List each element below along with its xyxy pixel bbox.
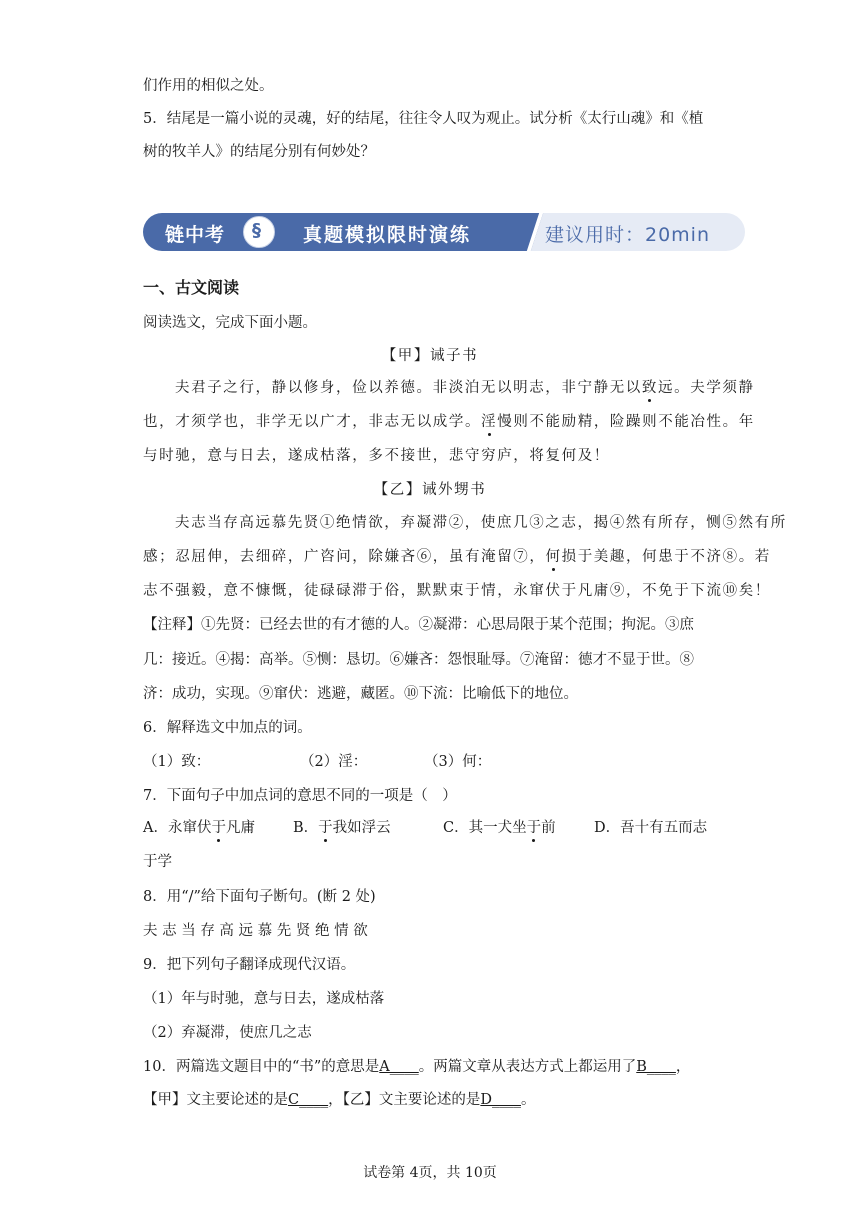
page-footer: 试卷第 4页，共 10页: [363, 1165, 497, 1181]
question-4-tail: 们作用的相似之处。: [143, 78, 274, 94]
question-10-line2: 【甲】文主要论述的是C____，【乙】文主要论述的是D____。: [143, 1092, 536, 1108]
section-banner: [143, 213, 745, 251]
question-8-stem: 8．用“/”给下面句子断句。(断 2 处): [143, 889, 376, 905]
passage-jia-line3: 与时驰，意与日去，遂成枯落，多不接世，悲守穷庐，将复何及！: [143, 448, 610, 464]
banner-left-label: 链中考: [165, 224, 226, 246]
notes-line2: 几：接近。④揭：高举。⑤恻：恳切。⑥嫌吝：怨恨耻辱。⑦淹留：德才不显于世。⑧: [143, 652, 694, 668]
question-10-line1: 10．两篇选文题目中的“书”的意思是A____。两篇文章从表达方式上都运用了B____，: [143, 1059, 691, 1075]
banner-badge-icon: §: [243, 216, 275, 248]
passage-yi-line2: 感；忍屈伸，去细碎，广咨问，除嫌吝⑥，虽有淹留⑦，何损于美趣，何患于不济⑧。若: [143, 549, 771, 565]
question-6-item1: （1）致：: [143, 754, 211, 770]
banner-time-label: 建议用时：20min: [545, 224, 711, 246]
blank-d[interactable]: D____: [480, 1092, 521, 1108]
passage-jia-line2: 也，才须学也，非学无以广才，非志无以成学。淫慢则不能励精，险躁则不能冶性。年: [143, 414, 755, 430]
question-6-stem: 6．解释选文中加点的词。: [143, 720, 312, 736]
question-7-option-d: D．吾十有五而志: [594, 820, 708, 836]
blank-a[interactable]: A____: [379, 1059, 419, 1075]
question-7-option-b: B．于我如浮云: [293, 820, 391, 836]
question-8-sentence: 夫 志 当 存 高 远 慕 先 贤 绝 情 欲: [143, 923, 368, 939]
instruction: 阅读选文，完成下面小题。: [143, 315, 317, 331]
blank-c[interactable]: C____: [288, 1092, 329, 1108]
passage-yi-title: 【乙】诫外甥书: [373, 482, 487, 498]
question-9-item1: （1）年与时驰，意与日去，遂成枯落: [143, 991, 385, 1007]
passage-jia-line1: 夫君子之行，静以修身，俭以养德。非淡泊无以明志，非宁静无以致远。夫学须静: [175, 380, 755, 396]
question-9-stem: 9．把下列句子翻译成现代汉语。: [143, 957, 356, 973]
question-7-option-c: C．其一犬坐于前: [443, 820, 556, 836]
passage-yi-line1: 夫志当存高远慕先贤①绝情欲，弃凝滞②，使庶几③之志，揭④然有所存，恻⑤然有所: [175, 515, 787, 531]
notes-line1: 【注释】①先贤：已经去世的有才德的人。②凝滞：心思局限于某个范围；拘泥。③庶: [143, 617, 694, 633]
question-5-line2: 树的牧羊人》的结尾分别有何妙处？: [143, 144, 375, 160]
blank-b[interactable]: B____: [636, 1059, 676, 1075]
question-5-line1: 5．结尾是一篇小说的灵魂，好的结尾，往往令人叹为观止。试分析《太行山魂》和《植: [143, 111, 704, 127]
notes-line3: 济：成功，实现。⑨窜伏：逃避，藏匿。⑩下流：比喻低下的地位。: [143, 686, 578, 702]
question-9-item2: （2）弃凝滞，使庶几之志: [143, 1025, 312, 1041]
banner-middle-label: 真题模拟限时演练: [303, 224, 472, 246]
question-6-item3: （3）何：: [424, 754, 492, 770]
passage-jia-title: 【甲】诫子书: [381, 348, 479, 364]
question-6-item2: （2）淫：: [300, 754, 368, 770]
section-title: 一、古文阅读: [143, 278, 240, 297]
passage-yi-line3: 志不强毅，意不慷慨，徒碌碌滞于俗，默默束于情，永窜伏于凡庸⑨，不免于下流⑩矣！: [143, 583, 771, 599]
question-7-option-a: A．永窜伏于凡庸: [143, 820, 255, 836]
question-7-stem: 7．下面句子中加点词的意思不同的一项是（ ）: [143, 788, 457, 804]
question-7-option-d-cont: 于学: [143, 854, 172, 870]
